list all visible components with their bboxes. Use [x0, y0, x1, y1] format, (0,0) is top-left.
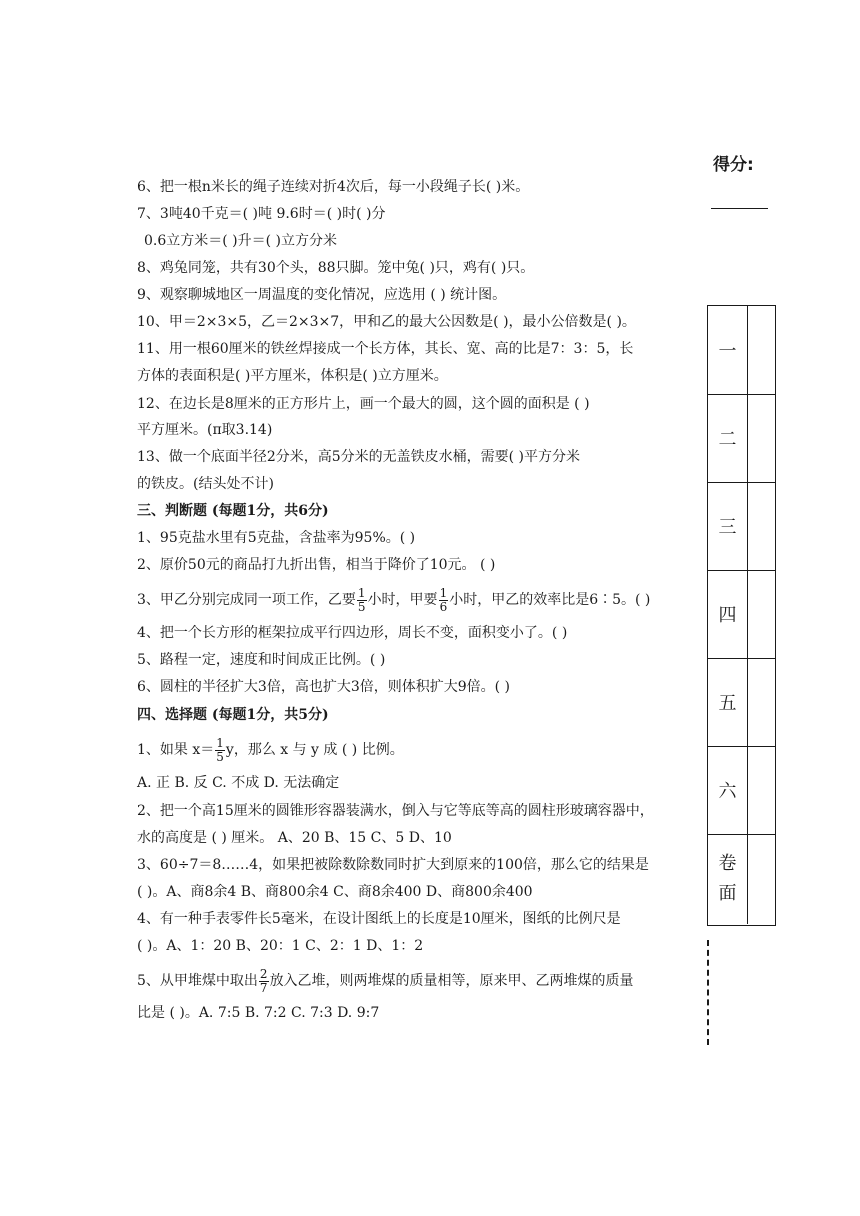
judge-2: 2、原价50元的商品打九折出售，相当于降价了10元。 ( ) [137, 557, 496, 573]
judge-1: 1、95克盐水里有5克盐，含盐率为95%。( ) [137, 530, 416, 546]
question-9: 9、观察聊城地区一周温度的变化情况，应选用 ( ) 统计图。 [137, 287, 507, 303]
fraction-denominator: 6 [439, 599, 448, 614]
question-13-line-2: 的铁皮。(结头处不计) [137, 476, 274, 492]
score-section-paper [708, 834, 748, 924]
judge-3-text-2: 小时，甲要 [367, 592, 438, 608]
fraction-1-5 [215, 737, 225, 764]
judge-3 [137, 583, 650, 617]
question-7-line-2: 0.6立方米＝( )升＝( )立方分米 [144, 233, 338, 249]
score-table [707, 305, 776, 926]
judge-5: 5、路程一定，速度和时间成正比例。( ) [137, 652, 386, 668]
judge-heading: 三、判断题 (每题1分，共6分) [137, 503, 329, 519]
fraction-denominator: 5 [357, 599, 366, 614]
score-section-6: 六 [708, 746, 748, 834]
fraction-numerator: 1 [439, 585, 448, 600]
score-section-2: 二 [708, 394, 748, 482]
question-6: 6、把一根n米长的绳子连续对折4次后，每一小段绳子长( )米。 [137, 179, 530, 195]
choice-1-options: A. 正 B. 反 C. 不成 D. 无法确定 [137, 775, 340, 791]
judge-3-text-3: 小时，甲乙的效率比是6∶5。( ) [449, 592, 651, 608]
choice-1-text-1: 1、如果 x＝ [137, 742, 215, 758]
score-paper-char-2: 面 [718, 883, 737, 904]
choice-heading: 四、选择题 (每题1分，共5分) [137, 707, 329, 723]
score-section-3: 三 [708, 482, 748, 570]
choice-1-text-2: y，那么 x 与 y 成 ( ) 比例。 [225, 742, 404, 758]
choice-1 [137, 733, 404, 767]
judge-4: 4、把一个长方形的框架拉成平行四边形，周长不变，面积变小了。( ) [137, 625, 568, 641]
choice-4-line-2: ( )。A、1：20 B、20：1 C、2：1 D、1：2 [137, 938, 424, 954]
question-12-line-1: 12、在边长是8厘米的正方形片上，画一个最大的圆，这个圆的面积是 ( ) [137, 396, 590, 412]
binding-dashed-line [707, 940, 709, 1045]
score-section-5: 五 [708, 658, 748, 746]
choice-5-line-1 [137, 964, 634, 998]
judge-6: 6、圆柱的半径扩大3倍，高也扩大3倍，则体积扩大9倍。( ) [137, 679, 511, 695]
question-12-line-2: 平方厘米。(π取3.14) [137, 422, 273, 438]
fraction-numerator: 2 [259, 966, 268, 981]
fraction-2-7 [259, 968, 269, 995]
choice-3-line-1: 3、60÷7＝8……4，如果把被除数除数同时扩大到原来的100倍，那么它的结果是 [137, 857, 649, 873]
score-label: 得分: [713, 155, 754, 175]
question-11-line-1: 11、用一根60厘米的铁丝焊接成一个长方体，其长、宽、高的比是7：3：5，长 [137, 341, 634, 357]
fraction-1-6 [439, 587, 449, 614]
question-10: 10、甲＝2×3×5，乙＝2×3×7，甲和乙的最大公因数是( )，最小公倍数是( )。 [137, 314, 636, 330]
choice-2-line-1: 2、把一个高15厘米的圆锥形容器装满水，倒入与它等底等高的圆柱形玻璃容器中， [137, 803, 654, 819]
fraction-denominator: 5 [216, 749, 224, 764]
fraction-numerator: 1 [216, 735, 224, 750]
choice-2-line-2: 水的高度是 ( ) 厘米。 A、20 B、15 C、5 D、10 [137, 830, 452, 846]
score-section-4: 四 [708, 570, 748, 658]
judge-3-text-1: 3、甲乙分别完成同一项工作，乙要 [137, 592, 356, 608]
question-7-line-1: 7、3吨40千克＝( )吨 9.6时＝( )时( )分 [137, 206, 386, 222]
score-blank-line [711, 208, 768, 209]
score-section-1: 一 [708, 306, 748, 394]
fraction-numerator: 1 [357, 585, 366, 600]
fraction-denominator: 7 [259, 980, 268, 995]
choice-5-text-1: 5、从甲堆煤中取出 [137, 973, 258, 989]
choice-4-line-1: 4、有一种手表零件长5毫米，在设计图纸上的长度是10厘米，图纸的比例尺是 [137, 911, 621, 927]
question-11-line-2: 方体的表面积是( )平方厘米，体积是( )立方厘米。 [137, 368, 448, 384]
choice-5-line-2: 比是 ( )。A. 7:5 B. 7:2 C. 7:3 D. 9:7 [137, 1005, 380, 1021]
choice-5-text-2: 放入乙堆，则两堆煤的质量相等，原来甲、乙两堆煤的质量 [269, 973, 634, 989]
choice-3-line-2: ( )。A、商8余4 B、商800余4 C、商8余400 D、商800余400 [137, 884, 533, 900]
question-8: 8、鸡兔同笼，共有30个头，88只脚。笼中兔( )只，鸡有( )只。 [137, 260, 535, 276]
question-13-line-1: 13、做一个底面半径2分米，高5分米的无盖铁皮水桶，需要( )平方分米 [137, 449, 581, 465]
fraction-1-5 [357, 587, 367, 614]
score-paper-char-1: 卷 [718, 853, 737, 874]
